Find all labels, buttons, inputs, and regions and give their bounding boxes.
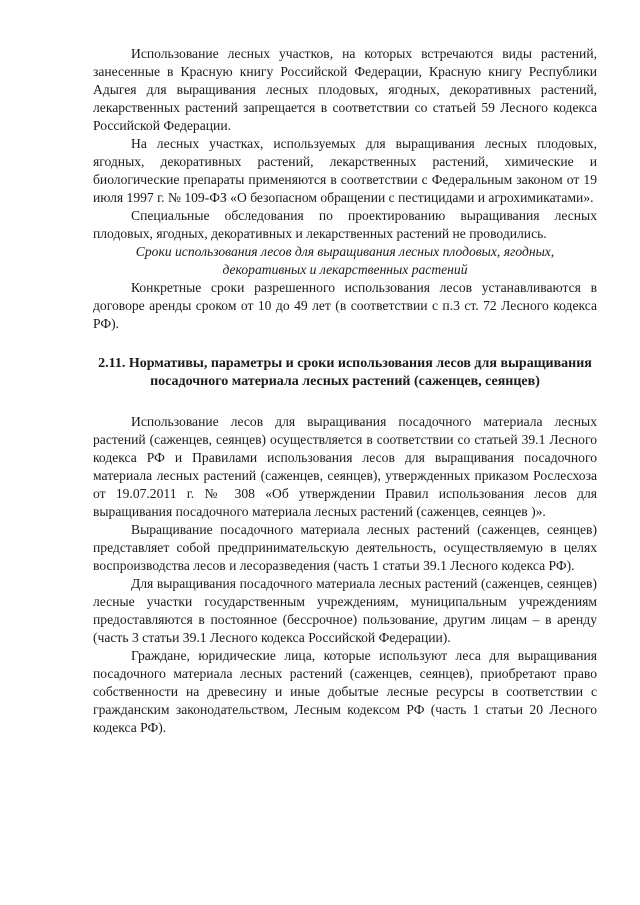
section-heading: 2.11. Нормативы, параметры и сроки использования лесов для выращивания посадочного материала лесных растений (саженцев, сеянцев) [98, 356, 592, 389]
document-page [93, 45, 597, 737]
paragraph-lease-terms: Конкретные сроки разрешенного использования лесов устанавливаются в договоре аренды сроком от 10 до 49 лет (в соответствии с п.3 ст. 72 Лесного кодекса РФ). [93, 280, 597, 331]
paragraph-article-39-1: Использование лесов для выращивания посадочного материала лесных растений (саженцев, сеянцев) осуществляется в соответствии со статьей 39.1 Лесного кодекса РФ и Правилами использования лесов для выращивания посадочного материала лесных растений (саженцев, сеянцев), утвержденных приказом Рослесхоза от 19.07.2011 г. № 308 «Об утверждении Правил использования лесов для выращивания посадочного материала лесных растений (саженцев, сеянцев )». [93, 414, 597, 519]
paragraph-ownership-rights: Граждане, юридические лица, которые используют леса для выращивания посадочного материала лесных растений (саженцев, сеянцев), приобретают право собственности на древесину и иные добытые лесные ресурсы в соответствии с гражданским законодательством, Лесным кодексом РФ (часть 1 статьи 20 Лесного кодекса РФ). [93, 648, 597, 735]
paragraph-red-book: Использование лесных участков, на которых встречаются виды растений, занесенные в Красную книгу Российской Федерации, Красную книгу Республики Адыгея для выращивания лесных плодовых, ягодных, декоративных растений, лекарственных растений запрещается в соответствии со статьей 59 Лесного кодекса Российской Федерации. [93, 46, 597, 133]
paragraph-chemicals: На лесных участках, используемых для выращивания лесных плодовых, ягодных, декоративных растений, лекарственных растений, химические и биологические препараты применяются в соответствии с Федеральным законом от 19 июля 1997 г. № 109-ФЗ «О безопасном обращении с пестицидами и агрохимикатами». [93, 136, 597, 205]
paragraph-land-provision: Для выращивания посадочного материала лесных растений (саженцев, сеянцев) лесные участки государственным учреждениям, муниципальным учреждениям предоставляются в постоянное (бессрочное) пользование, другим лицам – в аренду (часть 3 статьи 39.1 Лесного кодекса Российской Федерации). [93, 576, 597, 645]
paragraph-surveys: Специальные обследования по проектированию выращивания лесных плодовых, ягодных, декоративных и лекарственных растений не проводились. [93, 208, 597, 241]
paragraph-business-activity: Выращивание посадочного материала лесных растений (саженцев, сеянцев) представляет собой предпринимательскую деятельность, осуществляемую в целях воспроизводства лесов и лесоразведения (часть 1 статьи 39.1 Лесного кодекса РФ). [93, 522, 597, 573]
terms-subheading: Сроки использования лесов для выращивания лесных плодовых, ягодных, декоративных и лекарственных растений [135, 244, 555, 277]
